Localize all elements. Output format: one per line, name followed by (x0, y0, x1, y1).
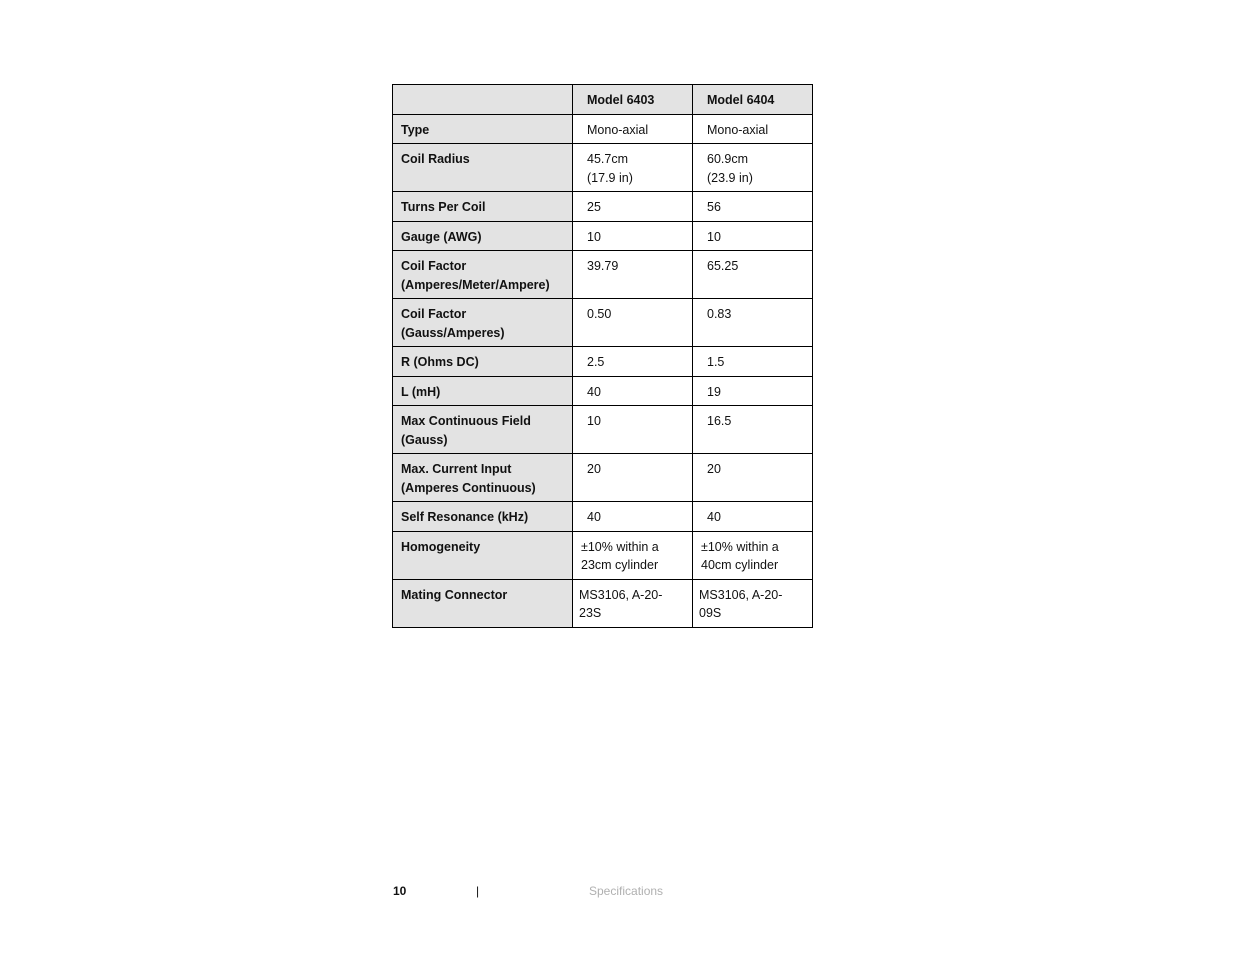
model-6404-value-cell (693, 251, 813, 299)
header-model-6403: Model 6403 (573, 85, 693, 115)
model-6403-value-cell-line: 40 (587, 384, 601, 399)
spec-label-cell (393, 531, 573, 579)
model-6403-value-cell (573, 502, 693, 532)
model-6403-value-cell-line: 0.50 (587, 307, 612, 321)
model-6404-value-cell-line: 10 (707, 229, 721, 244)
spec-label-cell-line: L (mH) (401, 384, 441, 399)
table-row (393, 454, 813, 502)
model-6404-value-cell (693, 579, 813, 627)
spec-label-cell-line: Homogeneity (401, 539, 481, 554)
table-row (393, 114, 813, 144)
spec-label-cell-line: (Amperes Continuous) (401, 480, 536, 495)
spec-label-cell (393, 114, 573, 144)
model-6404-value-cell-line: 1.5 (707, 355, 725, 369)
spec-label-cell-line: R (Ohms DC) (401, 355, 479, 369)
spec-label-cell-line: Max. Current Input (401, 462, 512, 476)
model-6403-value-cell-line: (17.9 in) (587, 170, 633, 185)
model-6403-value-cell (573, 579, 693, 627)
model-6404-value-cell-line: 40 (707, 510, 721, 524)
spec-label-cell (393, 192, 573, 222)
model-6404-value-cell-line: Mono-axial (707, 122, 769, 137)
model-6404-value-cell-line: 40cm cylinder (701, 558, 779, 572)
model-6403-value-cell-line: 10 (587, 414, 601, 428)
model-6404-value-cell-line: 09S (699, 606, 722, 620)
model-6404-value-cell (693, 454, 813, 502)
table-row (393, 144, 813, 192)
model-6404-value-cell-line: (23.9 in) (707, 170, 753, 185)
page-number: 10 (393, 884, 407, 898)
model-6403-value-cell (573, 347, 693, 377)
model-6403-value-cell (573, 144, 693, 192)
model-6404-value-cell (693, 347, 813, 377)
model-6403-value-cell-line: 23S (579, 606, 602, 620)
spec-label-cell (393, 299, 573, 347)
spec-label-cell-line: Turns Per Coil (401, 200, 486, 214)
model-6404-value-cell (693, 192, 813, 222)
footer-divider: | (476, 884, 480, 898)
table-row (393, 531, 813, 579)
model-6403-value-cell (573, 251, 693, 299)
table-row (393, 376, 813, 406)
model-6404-value-cell (693, 144, 813, 192)
model-6403-value-cell-line: Mono-axial (587, 122, 649, 137)
model-6403-value-cell (573, 114, 693, 144)
model-6404-value-cell-line: ±10% within a (701, 539, 779, 554)
spec-label-cell-line: (Amperes/Meter/Ampere) (401, 277, 550, 292)
spec-label-cell-line: Type (401, 122, 430, 137)
footer-section-name: Specifications (589, 884, 664, 898)
specifications-table-body (393, 85, 813, 628)
spec-label-cell (393, 251, 573, 299)
model-6403-value-cell (573, 221, 693, 251)
model-6403-value-cell (573, 192, 693, 222)
table-row (393, 221, 813, 251)
header-corner-cell (393, 85, 573, 115)
model-6404-value-cell-line: 65.25 (707, 259, 739, 273)
model-6404-value-cell (693, 376, 813, 406)
model-6404-value-cell (693, 502, 813, 532)
spec-label-cell-line: Mating Connector (401, 587, 508, 602)
model-6403-value-cell-line: 25 (587, 200, 601, 214)
table-header-row (393, 85, 813, 115)
spec-label-cell-line: Coil Radius (401, 152, 470, 166)
model-6403-value-cell (573, 454, 693, 502)
model-6403-value-cell (573, 376, 693, 406)
table-row (393, 579, 813, 627)
specifications-table (392, 84, 813, 628)
model-6403-value-cell-line: MS3106, A-20- (579, 587, 663, 602)
model-6403-value-cell-line: 39.79 (587, 259, 619, 273)
spec-label-cell-line: Self Resonance (kHz) (401, 510, 529, 524)
spec-label-cell (393, 347, 573, 377)
model-6403-value-cell (573, 299, 693, 347)
model-6404-value-cell-line: 20 (707, 462, 721, 476)
header-model-6404: Model 6404 (693, 85, 813, 115)
model-6403-value-cell-line: 40 (587, 510, 601, 524)
table-row (393, 406, 813, 454)
model-6403-value-cell-line: 45.7cm (587, 152, 628, 166)
spec-label-cell-line: Gauge (AWG) (401, 229, 482, 244)
model-6403-value-cell-line: 2.5 (587, 355, 605, 369)
spec-label-cell-line: (Gauss/Amperes) (401, 325, 505, 340)
model-6403-value-cell-line: 10 (587, 229, 601, 244)
model-6404-value-cell (693, 299, 813, 347)
model-6403-value-cell-line: 23cm cylinder (581, 558, 659, 572)
model-6404-value-cell-line: 60.9cm (707, 152, 748, 166)
model-6404-value-cell-line: 0.83 (707, 307, 732, 321)
spec-label-cell (393, 376, 573, 406)
spec-label-cell-line: (Gauss) (401, 432, 448, 447)
spec-label-cell-line: Coil Factor (401, 259, 467, 273)
spec-label-cell (393, 502, 573, 532)
spec-label-cell (393, 579, 573, 627)
model-6404-value-cell (693, 531, 813, 579)
model-6404-value-cell (693, 406, 813, 454)
spec-label-cell (393, 221, 573, 251)
model-6403-value-cell-line: ±10% within a (581, 539, 659, 554)
model-6404-value-cell-line: 16.5 (707, 414, 732, 428)
table-row (393, 192, 813, 222)
spec-label-cell-line: Coil Factor (401, 307, 467, 321)
spec-label-cell (393, 454, 573, 502)
spec-label-cell-line: Max Continuous Field (401, 414, 531, 428)
table-row (393, 299, 813, 347)
spec-label-cell (393, 406, 573, 454)
model-6404-value-cell (693, 114, 813, 144)
table-row (393, 502, 813, 532)
model-6404-value-cell-line: 56 (707, 200, 721, 214)
model-6404-value-cell-line: MS3106, A-20- (699, 587, 783, 602)
model-6404-value-cell-line: 19 (707, 384, 721, 399)
table-row (393, 347, 813, 377)
model-6403-value-cell (573, 406, 693, 454)
model-6404-value-cell (693, 221, 813, 251)
table-row (393, 251, 813, 299)
model-6403-value-cell (573, 531, 693, 579)
model-6403-value-cell-line: 20 (587, 462, 601, 476)
spec-label-cell (393, 144, 573, 192)
